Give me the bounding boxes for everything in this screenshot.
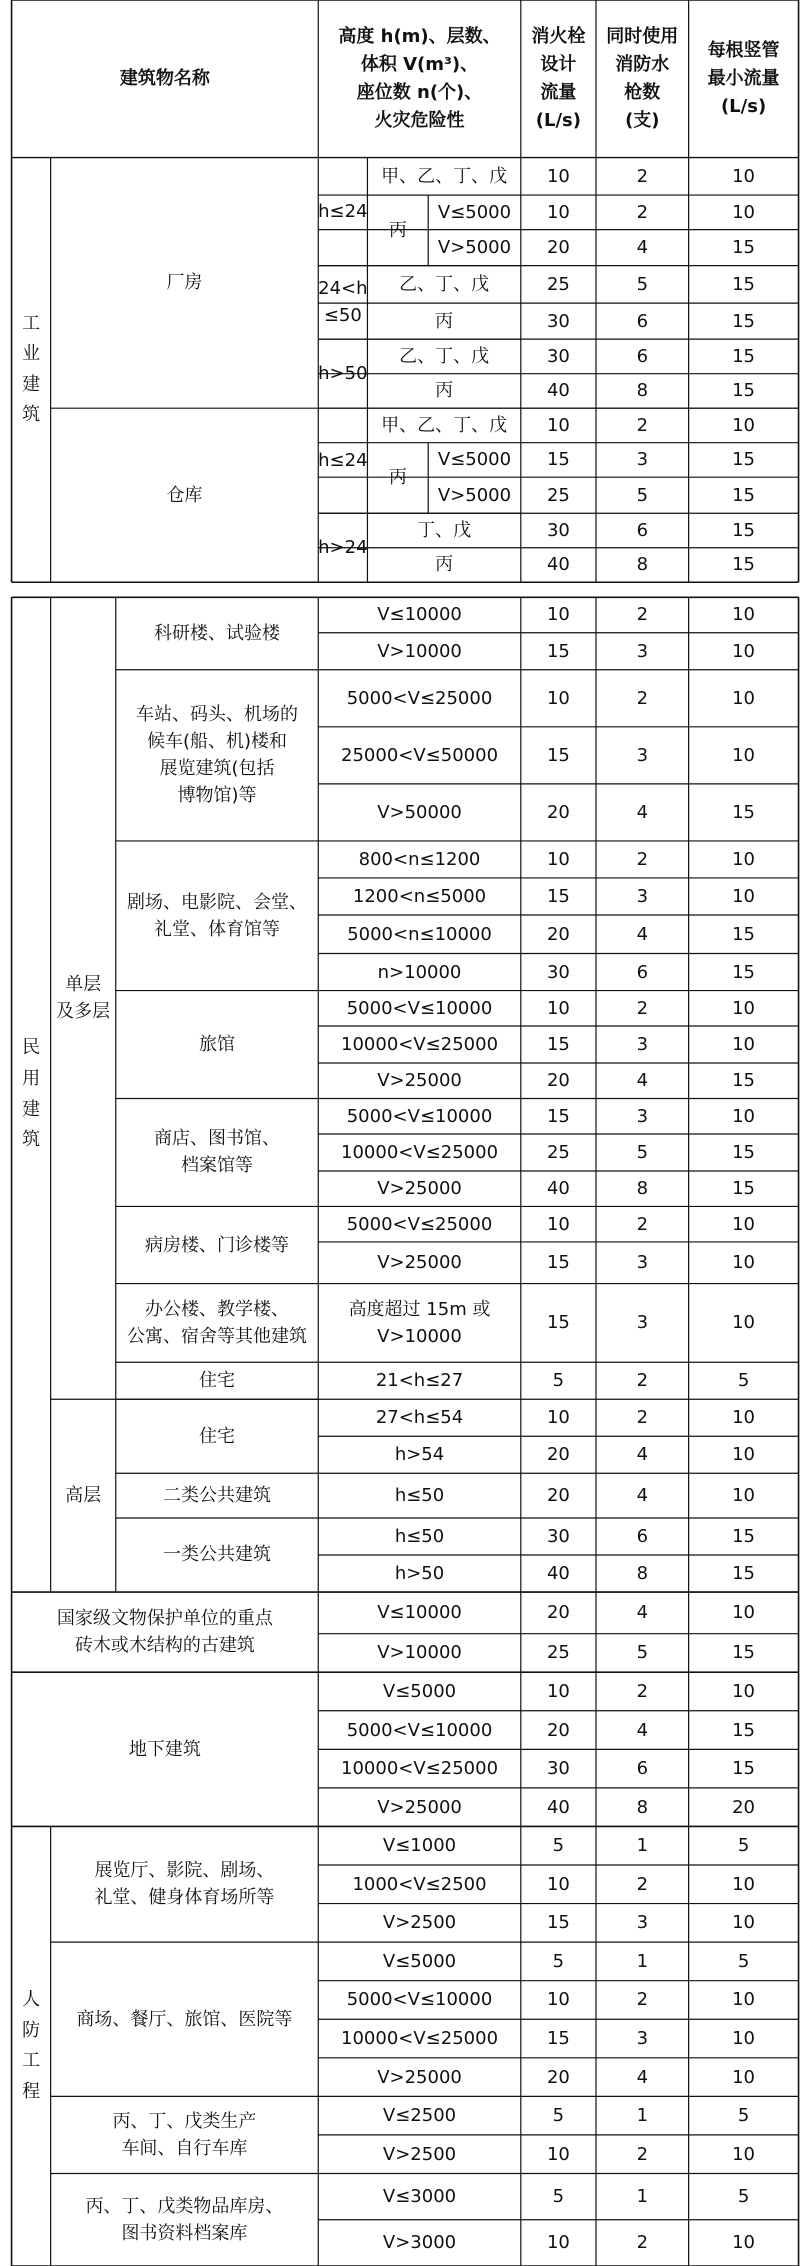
cond-hazard: 甲、乙、丁、戊	[381, 414, 508, 436]
row-hydrant-flow: 10	[546, 1680, 570, 1702]
row-nozzle-count: 4	[636, 923, 649, 945]
row-hydrant-flow: 25	[546, 1141, 570, 1163]
row-riser-min-flow: 15	[732, 923, 756, 945]
row-hydrant-flow: 15	[546, 1252, 570, 1274]
row-hydrant-flow: 15	[546, 885, 570, 907]
cond-value: V>10000	[377, 1642, 462, 1664]
row-nozzle-count: 2	[636, 1680, 649, 1702]
row-hydrant-flow: 20	[546, 237, 570, 259]
row-riser-min-flow: 15	[732, 1642, 756, 1664]
cond-hazard: 丙	[435, 310, 454, 332]
row-hydrant-flow: 40	[546, 1796, 570, 1818]
row-riser-min-flow: 5	[737, 1835, 750, 1857]
cond-value: V≤5000	[382, 1680, 457, 1702]
row-hydrant-flow: 40	[546, 380, 570, 402]
cond-value: 5000<n≤10000	[347, 923, 492, 945]
row-riser-min-flow: 10	[732, 1252, 756, 1274]
group-industrial: 工 业 建 筑	[22, 312, 41, 426]
row-riser-min-flow: 15	[732, 484, 756, 506]
row-riser-min-flow: 10	[732, 201, 756, 223]
row-nozzle-count: 1	[636, 2105, 649, 2127]
row-riser-min-flow: 10	[732, 1105, 756, 1127]
cond-value: V>25000	[377, 1252, 462, 1274]
row-nozzle-count: 8	[636, 554, 649, 576]
row-riser-min-flow: 10	[732, 1602, 756, 1624]
row-nozzle-count: 2	[636, 414, 649, 436]
name-hospital: 病房楼、门诊楼等	[144, 1234, 289, 1256]
row-hydrant-flow: 40	[546, 1563, 570, 1584]
cond-height: h>24	[318, 537, 368, 559]
cond-value: V≤2500	[382, 2105, 457, 2127]
row-nozzle-count: 2	[636, 201, 649, 223]
cond-hazard: 丙	[388, 219, 407, 241]
row-hydrant-flow: 10	[546, 1989, 570, 2011]
row-nozzle-count: 2	[636, 1407, 649, 1429]
cond-value: 10000<V≤25000	[341, 2028, 499, 2049]
name-office: 办公楼、教学楼、 公寓、宿舍等其他建筑	[126, 1298, 307, 1347]
row-hydrant-flow: 5	[552, 2186, 565, 2208]
row-riser-min-flow: 15	[732, 801, 756, 823]
row-hydrant-flow: 15	[546, 449, 570, 471]
row-nozzle-count: 6	[636, 961, 649, 983]
row-nozzle-count: 8	[636, 1563, 649, 1584]
row-hydrant-flow: 20	[546, 1719, 570, 1741]
cond-value: V≤5000	[382, 1950, 457, 1972]
name-production: 丙、丁、戊类生产 车间、自行车库	[112, 2110, 257, 2159]
header-hydrant-flow: 消火栓 设计 流量 (L/s)	[531, 26, 586, 131]
row-nozzle-count: 8	[636, 380, 649, 402]
row-riser-min-flow: 15	[732, 1178, 756, 1200]
row-hydrant-flow: 5	[552, 2105, 565, 2127]
cond-value: V>25000	[377, 1070, 462, 1092]
row-nozzle-count: 4	[636, 1602, 649, 1624]
row-riser-min-flow: 20	[732, 1796, 756, 1818]
row-hydrant-flow: 10	[546, 201, 570, 223]
row-riser-min-flow: 5	[737, 2186, 750, 2208]
row-hydrant-flow: 20	[546, 923, 570, 945]
row-nozzle-count: 3	[636, 1912, 649, 1934]
row-hydrant-flow: 15	[546, 1105, 570, 1127]
row-riser-min-flow: 15	[732, 237, 756, 259]
row-hydrant-flow: 25	[546, 1642, 570, 1664]
row-nozzle-count: 3	[636, 2028, 649, 2049]
row-nozzle-count: 6	[636, 345, 649, 367]
cond-value: 5000<V≤10000	[346, 1105, 493, 1127]
row-riser-min-flow: 10	[732, 1873, 756, 1895]
row-hydrant-flow: 25	[546, 484, 570, 506]
row-nozzle-count: 4	[636, 801, 649, 823]
row-riser-min-flow: 15	[732, 345, 756, 367]
name-exhibition: 展览厅、影院、剧场、 礼堂、健身体育场所等	[94, 1860, 275, 1909]
row-nozzle-count: 2	[636, 1370, 649, 1392]
row-hydrant-flow: 15	[546, 1034, 570, 1055]
cond-value: 5000<V≤25000	[346, 1213, 493, 1235]
row-hydrant-flow: 5	[552, 1370, 565, 1392]
row-nozzle-count: 2	[636, 2232, 649, 2254]
row-hydrant-flow: 30	[546, 1758, 570, 1780]
row-riser-min-flow: 5	[737, 2105, 750, 2127]
row-nozzle-count: 6	[636, 1525, 649, 1547]
group-civil-low: 单层 及多层	[56, 974, 111, 1023]
cond-hazard: 丙	[435, 380, 454, 402]
cond-value: 1200<n≤5000	[352, 885, 487, 907]
row-riser-min-flow: 15	[732, 1525, 756, 1547]
row-nozzle-count: 3	[636, 1252, 649, 1274]
row-riser-min-flow: 15	[732, 273, 756, 295]
cond-hazard: 丙	[435, 554, 454, 576]
row-riser-min-flow: 10	[732, 2143, 756, 2165]
cond-value: V>50000	[377, 801, 462, 823]
row-riser-min-flow: 10	[732, 687, 756, 709]
row-hydrant-flow: 10	[546, 604, 570, 626]
row-hydrant-flow: 15	[546, 640, 570, 662]
cond-value: V>2500	[382, 2143, 457, 2165]
cond-value: 5000<V≤25000	[346, 687, 493, 709]
row-riser-min-flow: 10	[732, 1213, 756, 1235]
row-riser-min-flow: 15	[732, 1070, 756, 1092]
cond-value: V≤10000	[377, 1602, 462, 1624]
row-nozzle-count: 3	[636, 1034, 649, 1055]
row-hydrant-flow: 20	[546, 1602, 570, 1624]
row-nozzle-count: 8	[636, 1796, 649, 1818]
row-hydrant-flow: 30	[546, 519, 570, 541]
row-hydrant-flow: 10	[546, 687, 570, 709]
row-nozzle-count: 8	[636, 1178, 649, 1200]
row-nozzle-count: 6	[636, 310, 649, 332]
name-shop: 商店、图书馆、 档案馆等	[153, 1128, 280, 1177]
cond-value: 1000<V≤2500	[352, 1873, 487, 1895]
row-nozzle-count: 5	[636, 1642, 649, 1664]
row-hydrant-flow: 30	[546, 345, 570, 367]
cond-volume: V>5000	[437, 237, 512, 259]
cond-value: V>10000	[377, 640, 462, 662]
row-hydrant-flow: 20	[546, 1444, 570, 1466]
row-hydrant-flow: 10	[546, 997, 570, 1019]
row-nozzle-count: 4	[636, 1444, 649, 1466]
row-riser-min-flow: 10	[732, 640, 756, 662]
name-public2: 二类公共建筑	[162, 1485, 271, 1507]
cond-height: h>50	[318, 363, 368, 385]
row-riser-min-flow: 10	[732, 1912, 756, 1934]
row-nozzle-count: 4	[636, 1070, 649, 1092]
cond-hazard: 丙	[388, 467, 407, 489]
row-riser-min-flow: 10	[732, 1444, 756, 1466]
row-nozzle-count: 2	[636, 997, 649, 1019]
cond-value: h≤50	[394, 1525, 445, 1547]
cond-value: 10000<V≤25000	[341, 1034, 499, 1055]
cond-value: V≤3000	[382, 2186, 457, 2208]
cond-value: V>3000	[382, 2232, 457, 2254]
header-condition: 高度 h(m)、层数、 体积 V(m³)、 座位数 n(个)、 火灾危险性	[338, 26, 501, 131]
row-nozzle-count: 5	[636, 484, 649, 506]
name-hotel: 旅馆	[198, 1034, 235, 1055]
row-riser-min-flow: 15	[732, 1758, 756, 1780]
cond-value: V>25000	[377, 2066, 462, 2088]
cond-value: 10000<V≤25000	[341, 1758, 499, 1780]
cond-hazard: 丁、戊	[417, 519, 472, 541]
row-hydrant-flow: 30	[546, 961, 570, 983]
row-nozzle-count: 2	[636, 1873, 649, 1895]
row-nozzle-count: 4	[636, 2066, 649, 2088]
cond-value: V≤10000	[377, 604, 462, 626]
row-hydrant-flow: 5	[552, 1950, 565, 1972]
row-riser-min-flow: 10	[732, 2232, 756, 2254]
name-public1: 一类公共建筑	[162, 1544, 271, 1566]
row-riser-min-flow: 10	[732, 604, 756, 626]
row-riser-min-flow: 10	[732, 997, 756, 1019]
cond-value: 21<h≤27	[375, 1370, 464, 1392]
row-nozzle-count: 5	[636, 273, 649, 295]
cond-value: V>25000	[377, 1796, 462, 1818]
row-nozzle-count: 4	[636, 1719, 649, 1741]
cond-value: 25000<V≤50000	[341, 744, 499, 766]
name-station: 车站、码头、机场的 候车(船、机)楼和 展览建筑(包括 博物馆)等	[135, 704, 298, 807]
header-riser-min-flow: 每根竖管 最小流量 (L/s)	[707, 39, 780, 117]
group-civil-high: 高层	[65, 1485, 102, 1507]
cond-volume: V≤5000	[437, 449, 512, 471]
row-nozzle-count: 4	[636, 1485, 649, 1507]
cond-value: n>10000	[377, 961, 462, 983]
row-riser-min-flow: 10	[732, 165, 756, 187]
header-nozzle-count: 同时使用 消防水 枪数 (支)	[606, 26, 679, 131]
cond-value: V≤1000	[382, 1835, 457, 1857]
cond-hazard: 乙、丁、戊	[399, 345, 490, 367]
cond-volume: V>5000	[437, 484, 512, 506]
row-riser-min-flow: 15	[732, 1141, 756, 1163]
row-riser-min-flow: 10	[732, 1680, 756, 1702]
row-hydrant-flow: 10	[546, 2232, 570, 2254]
row-riser-min-flow: 10	[732, 2028, 756, 2049]
cond-value: h>50	[394, 1563, 445, 1584]
row-riser-min-flow: 10	[732, 2066, 756, 2088]
row-riser-min-flow: 10	[732, 885, 756, 907]
cond-value: 800<n≤1200	[358, 848, 481, 870]
row-nozzle-count: 3	[636, 640, 649, 662]
row-hydrant-flow: 20	[546, 801, 570, 823]
cond-value: 高度超过 15m 或 V>10000	[348, 1298, 491, 1347]
row-hydrant-flow: 30	[546, 1525, 570, 1547]
row-hydrant-flow: 40	[546, 1178, 570, 1200]
cond-value: 10000<V≤25000	[341, 1141, 499, 1163]
name-factory: 厂房	[166, 272, 203, 294]
name-warehouse: 仓库	[166, 484, 203, 506]
cond-value: 5000<V≤10000	[346, 1719, 493, 1741]
row-hydrant-flow: 30	[546, 310, 570, 332]
row-nozzle-count: 2	[636, 165, 649, 187]
row-hydrant-flow: 10	[546, 1213, 570, 1235]
row-hydrant-flow: 20	[546, 1070, 570, 1092]
row-nozzle-count: 2	[636, 604, 649, 626]
name-residence_low: 住宅	[198, 1370, 235, 1392]
row-nozzle-count: 3	[636, 449, 649, 471]
row-nozzle-count: 1	[636, 1950, 649, 1972]
cond-height: 24<h ≤50	[318, 278, 368, 327]
row-riser-min-flow: 10	[732, 1312, 756, 1334]
row-riser-min-flow: 15	[732, 519, 756, 541]
row-nozzle-count: 2	[636, 848, 649, 870]
row-hydrant-flow: 15	[546, 744, 570, 766]
group-civil: 民 用 建 筑	[22, 1037, 41, 1151]
row-hydrant-flow: 20	[546, 1485, 570, 1507]
cond-value: h≤50	[394, 1485, 445, 1507]
row-riser-min-flow: 15	[732, 1563, 756, 1584]
row-nozzle-count: 4	[636, 237, 649, 259]
name-theater: 剧场、电影院、会堂、 礼堂、体育馆等	[126, 891, 307, 940]
row-hydrant-flow: 10	[546, 848, 570, 870]
row-hydrant-flow: 10	[546, 1873, 570, 1895]
row-hydrant-flow: 10	[546, 1407, 570, 1429]
row-riser-min-flow: 15	[732, 380, 756, 402]
row-hydrant-flow: 10	[546, 414, 570, 436]
cond-height: h≤24	[318, 450, 368, 472]
row-riser-min-flow: 10	[732, 848, 756, 870]
row-riser-min-flow: 10	[732, 414, 756, 436]
cond-hazard: 甲、乙、丁、戊	[381, 165, 508, 187]
row-riser-min-flow: 10	[732, 1485, 756, 1507]
row-riser-min-flow: 10	[732, 1989, 756, 2011]
row-nozzle-count: 2	[636, 687, 649, 709]
row-riser-min-flow: 15	[732, 1719, 756, 1741]
row-hydrant-flow: 20	[546, 2066, 570, 2088]
name-commerce: 商场、餐厅、旅馆、医院等	[76, 2008, 293, 2030]
name-storage: 丙、丁、戊类物品库房、 图书资料档案库	[85, 2195, 284, 2244]
row-riser-min-flow: 10	[732, 744, 756, 766]
row-riser-min-flow: 5	[737, 1950, 750, 1972]
header-building-name: 建筑物名称	[119, 67, 210, 89]
row-hydrant-flow: 15	[546, 1312, 570, 1334]
row-hydrant-flow: 5	[552, 1835, 565, 1857]
name-heritage: 国家级文物保护单位的重点 砖木或木结构的古建筑	[56, 1608, 273, 1657]
row-hydrant-flow: 15	[546, 2028, 570, 2049]
row-nozzle-count: 1	[636, 1835, 649, 1857]
group-civil-defense: 人 防 工 程	[22, 1989, 41, 2102]
cond-value: 5000<V≤10000	[346, 1989, 493, 2011]
cond-value: 27<h≤54	[375, 1407, 464, 1429]
row-riser-min-flow: 10	[732, 1034, 756, 1055]
cond-hazard: 乙、丁、戊	[399, 273, 490, 295]
row-hydrant-flow: 15	[546, 1912, 570, 1934]
cond-volume: V≤5000	[437, 201, 512, 223]
row-nozzle-count: 5	[636, 1141, 649, 1163]
cond-value: V>2500	[382, 1912, 457, 1934]
row-riser-min-flow: 15	[732, 449, 756, 471]
cond-value: h>54	[394, 1444, 445, 1466]
name-lab: 科研楼、试验楼	[153, 622, 280, 644]
row-nozzle-count: 3	[636, 885, 649, 907]
row-nozzle-count: 2	[636, 1213, 649, 1235]
cond-value: V>25000	[377, 1178, 462, 1200]
row-nozzle-count: 3	[636, 1105, 649, 1127]
row-nozzle-count: 2	[636, 1989, 649, 2011]
row-nozzle-count: 2	[636, 2143, 649, 2165]
row-riser-min-flow: 15	[732, 554, 756, 576]
cond-value: 5000<V≤10000	[346, 997, 493, 1019]
row-hydrant-flow: 40	[546, 554, 570, 576]
cond-height: h≤24	[318, 201, 368, 223]
row-hydrant-flow: 10	[546, 2143, 570, 2165]
row-nozzle-count: 1	[636, 2186, 649, 2208]
name-underground: 地下建筑	[128, 1738, 201, 1760]
row-nozzle-count: 6	[636, 1758, 649, 1780]
row-riser-min-flow: 15	[732, 961, 756, 983]
row-riser-min-flow: 15	[732, 310, 756, 332]
row-nozzle-count: 3	[636, 744, 649, 766]
row-nozzle-count: 6	[636, 519, 649, 541]
row-nozzle-count: 3	[636, 1312, 649, 1334]
name-residence_high: 住宅	[198, 1425, 235, 1447]
row-riser-min-flow: 5	[737, 1370, 750, 1392]
row-riser-min-flow: 10	[732, 1407, 756, 1429]
row-hydrant-flow: 25	[546, 273, 570, 295]
row-hydrant-flow: 10	[546, 165, 570, 187]
